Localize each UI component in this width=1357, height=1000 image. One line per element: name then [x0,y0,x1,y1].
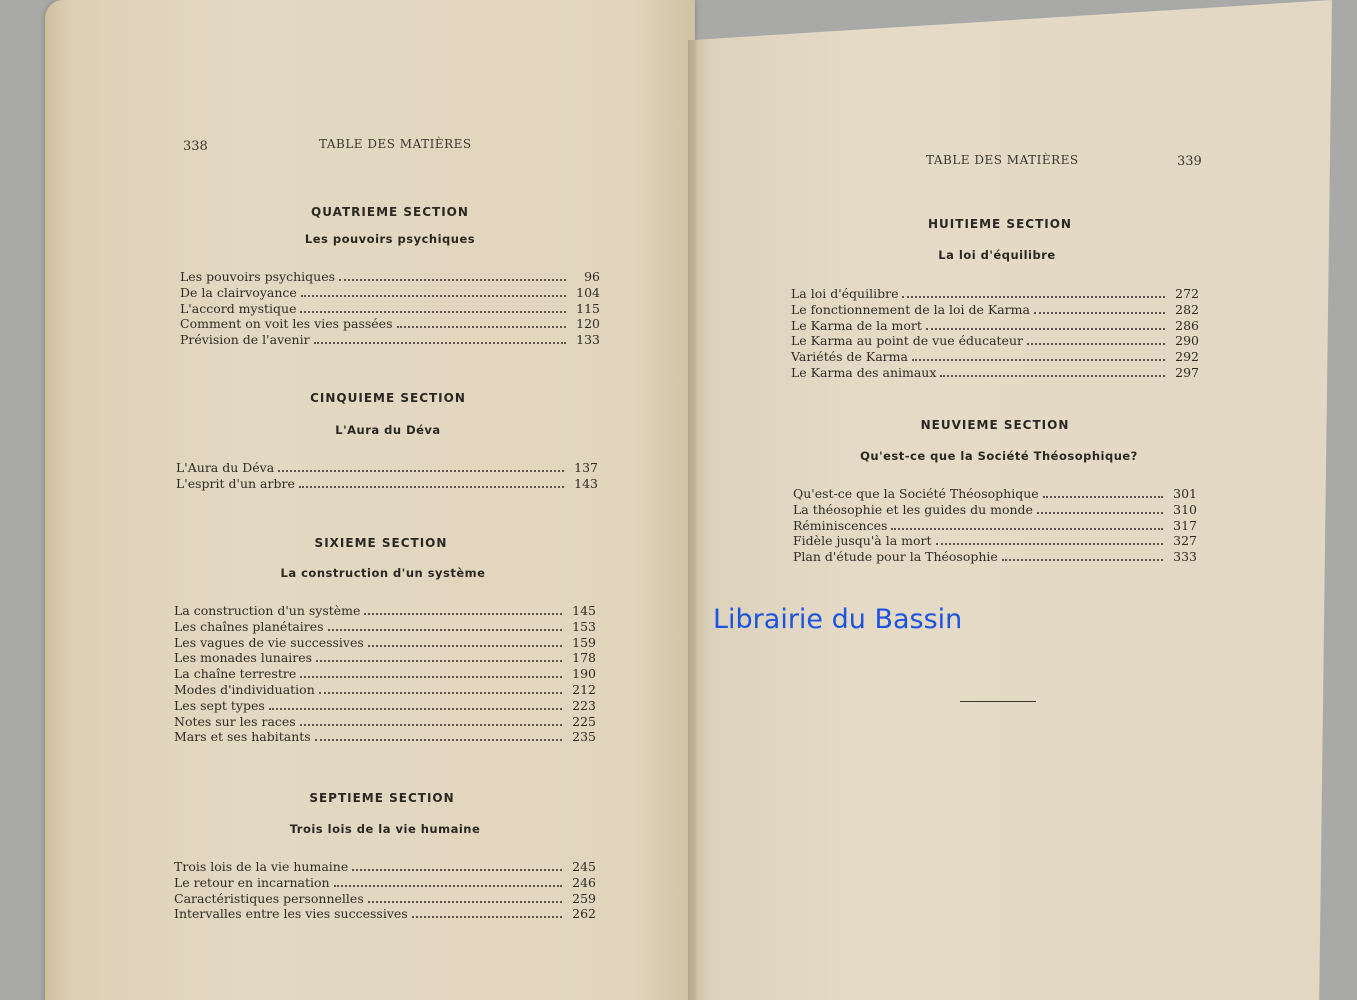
end-rule [960,701,1036,702]
dot-leader [368,901,562,903]
toc-list [174,859,596,922]
toc-entry[interactable]: L'esprit d'un arbre 143 [176,475,598,491]
dot-leader [278,470,564,472]
toc-entry[interactable]: La chaîne terrestre 190 [174,666,596,682]
dot-leader [352,869,562,871]
toc-entry[interactable]: Les pouvoirs psychiques 96 [180,269,600,284]
dot-leader [339,279,566,281]
toc-entry[interactable]: Le Karma de la mort 286 [791,317,1199,333]
toc-list [793,486,1197,565]
book-gutter [688,40,698,1000]
dot-leader [300,724,562,726]
section-subtitle: Les pouvoirs psychiques [304,232,476,246]
toc-entry[interactable]: L'Aura du Déva 137 [176,460,598,475]
toc-entry[interactable]: Le Karma des animaux 297 [791,364,1199,380]
dot-leader [397,326,567,328]
dot-leader [1002,559,1163,561]
toc-entry[interactable]: Caractéristiques personnelles 259 [174,890,596,906]
toc-list [176,460,598,492]
dot-leader [269,708,562,710]
section-title: SIXIEME SECTION [314,536,448,550]
toc-entry[interactable]: Prévision de l'avenir 133 [180,332,600,348]
toc-list [791,286,1199,381]
right-page-number: 339 [1177,154,1202,169]
dot-leader [1043,496,1163,498]
dot-leader [364,613,562,615]
section-subtitle: Qu'est-ce que la Société Théosophique? [860,449,1138,463]
dot-leader [926,328,1165,330]
left-running-head: TABLE DES MATIÈRES [319,137,472,151]
toc-entry[interactable]: La loi d'équilibre 272 [791,286,1199,301]
toc-entry[interactable]: Comment on voit les vies passées 120 [180,316,600,332]
dot-leader [412,916,562,918]
dot-leader [328,629,562,631]
section-subtitle: La loi d'équilibre [938,248,1056,262]
toc-list [174,603,596,745]
dot-leader [1034,312,1165,314]
toc-entry[interactable]: L'accord mystique 115 [180,300,600,316]
dot-leader [891,528,1163,530]
dot-leader [334,885,562,887]
dot-leader [1037,512,1163,514]
section-title: HUITIEME SECTION [928,217,1072,231]
toc-entry[interactable]: Notes sur les races 225 [174,713,596,729]
section-title: CINQUIEME SECTION [310,391,466,405]
toc-entry[interactable]: Qu'est-ce que la Société Théosophique 301 [793,486,1197,501]
section-subtitle: Trois lois de la vie humaine [289,822,481,836]
right-running-head: TABLE DES MATIÈRES [926,153,1079,167]
toc-entry[interactable]: Le Karma au point de vue éducateur 290 [791,333,1199,349]
toc-entry[interactable]: Les sept types 223 [174,697,596,713]
section-title: NEUVIEME SECTION [920,418,1070,432]
toc-entry[interactable]: Les chaînes planétaires 153 [174,618,596,634]
toc-entry[interactable]: Mars et ses habitants 235 [174,729,596,745]
toc-entry[interactable]: Le retour en incarnation 246 [174,874,596,890]
section-title: QUATRIEME SECTION [311,205,469,219]
toc-entry[interactable]: Plan d'étude pour la Théosophie 333 [793,549,1197,565]
dot-leader [940,375,1165,377]
toc-entry[interactable]: Intervalles entre les vies successives 262 [174,906,596,922]
dot-leader [300,676,562,678]
toc-entry[interactable]: La construction d'un système 145 [174,603,596,618]
dot-leader [299,486,564,488]
dot-leader [902,296,1165,298]
section-subtitle: L'Aura du Déva [335,423,441,437]
dot-leader [936,543,1164,545]
toc-entry[interactable]: De la clairvoyance 104 [180,284,600,300]
dot-leader [368,645,562,647]
section-title: SEPTIEME SECTION [309,791,455,805]
dot-leader [316,660,562,662]
toc-list [180,269,600,348]
toc-entry[interactable]: La théosophie et les guides du monde 310 [793,501,1197,517]
dot-leader [912,359,1165,361]
toc-entry[interactable]: Les monades lunaires 178 [174,650,596,666]
toc-entry[interactable]: Fidèle jusqu'à la mort 327 [793,533,1197,549]
toc-entry[interactable]: Réminiscences 317 [793,517,1197,533]
toc-entry[interactable]: Les vagues de vie successives 159 [174,634,596,650]
dot-leader [300,311,566,313]
watermark-text: Librairie du Bassin [713,604,963,635]
toc-entry[interactable]: Trois lois de la vie humaine 245 [174,859,596,874]
dot-leader [1027,343,1165,345]
toc-entry[interactable]: Modes d'individuation 212 [174,681,596,697]
toc-entry[interactable]: Variétés de Karma 292 [791,349,1199,365]
dot-leader [319,692,562,694]
dot-leader [315,739,562,741]
toc-entry[interactable]: Le fonctionnement de la loi de Karma 282 [791,301,1199,317]
section-subtitle: La construction d'un système [280,566,486,580]
left-page-number: 338 [183,139,208,154]
dot-leader [314,342,566,344]
dot-leader [301,295,566,297]
